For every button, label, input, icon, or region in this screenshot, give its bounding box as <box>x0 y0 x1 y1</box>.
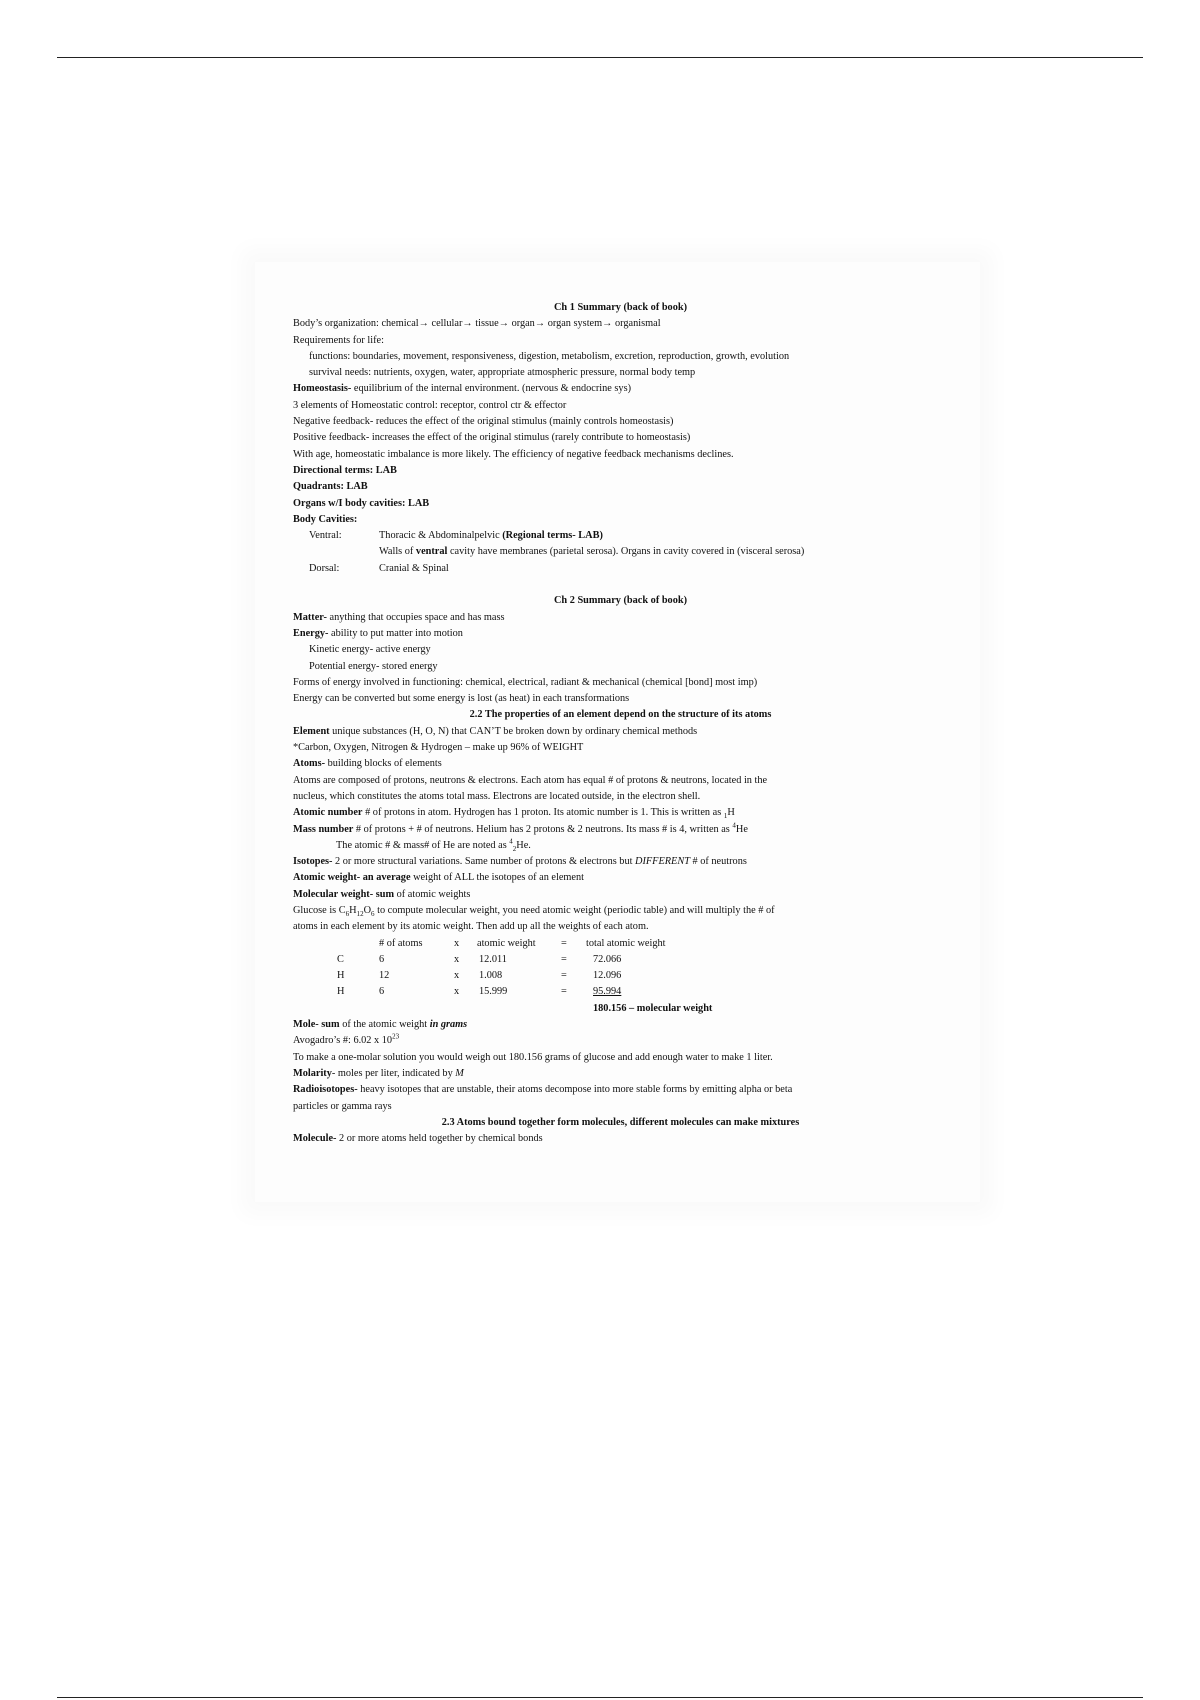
row-equals: = <box>561 953 567 965</box>
row-total: 72.066 <box>593 953 622 965</box>
age-line: With age, homeostatic imbalance is more likely. The efficiency of negative feedback mechanisms declines. <box>293 448 734 460</box>
glucose-sub-o: 6 <box>371 910 375 919</box>
atomic-weight-term: Atomic weight- an average <box>293 872 411 884</box>
functions-line: functions: boundaries, movement, responsiveness, digestion, metabolism, excretion, reproduction, growth, evolution <box>309 350 790 362</box>
molarity-symbol: M <box>455 1067 464 1079</box>
energy-converted-line: Energy can be converted but some energy is lost (as heat) in each transformations <box>293 693 630 705</box>
atomic-weight-line <box>293 870 948 886</box>
isotopes-text-a: 2 or more structural variations. Same number of protons & electrons but <box>332 856 636 868</box>
row-atom-count: 6 <box>379 953 385 965</box>
atomic-number-line <box>293 805 948 821</box>
avogadro-line <box>293 1033 948 1049</box>
glucose-text-o: O <box>363 904 372 916</box>
element-line <box>293 724 948 740</box>
organs-cavities-line: Organs w/I body cavities: LAB <box>293 497 430 509</box>
ch1-heading: Ch 1 Summary (back of book) <box>553 302 687 313</box>
energy-text: ability to put matter into motion <box>328 627 463 639</box>
atomic-number-symbol: H <box>727 807 735 819</box>
dorsal-line <box>293 561 948 577</box>
mole-in-grams: in grams <box>429 1019 468 1031</box>
mass-number-symbol: He <box>735 823 748 835</box>
section-2-2-heading: 2.2 The properties of an element depend on the structure of its atoms <box>469 709 772 721</box>
atoms-composed-line-1: Atoms are composed of protons, neutrons & electrons. Each atom has equal # of protons & neutrons, located in the <box>293 774 768 786</box>
header-equals: = <box>561 937 567 949</box>
ventral-label: Ventral: <box>309 530 342 542</box>
walls-text-c: cavity have membranes (parietal serosa). Organs in cavity covered in (visceral serosa) <box>447 546 805 558</box>
header-rule <box>57 57 1143 58</box>
isotopes-different: DIFFERENT <box>635 856 690 868</box>
row-element: C <box>337 953 344 965</box>
atomic-number-term: Atomic number <box>293 807 363 819</box>
glucose-text-d: to compute molecular weight, you need atomic weight (periodic table) and will multiply the # of <box>374 904 775 916</box>
section-gap <box>293 577 948 593</box>
atomic-number-sub: 1 <box>723 812 728 821</box>
row-times: x <box>454 986 460 998</box>
table-row <box>293 984 948 1000</box>
mass-number-line <box>293 822 948 838</box>
matter-text: anything that occupies space and has mass <box>326 611 505 623</box>
negative-feedback-line: Negative feedback- reduces the effect of the original stimulus (mainly controls homeostasis) <box>293 416 674 428</box>
glucose-sub-h: 12 <box>356 910 364 919</box>
ventral-line <box>293 528 948 544</box>
avogadro-exponent: 23 <box>392 1032 400 1041</box>
molecular-weight-term: Molecular weight- sum <box>293 888 395 900</box>
matter-term: Matter- <box>293 611 327 623</box>
row-equals: = <box>561 986 567 998</box>
atoms-line <box>293 756 948 772</box>
header-total: total atomic weight <box>586 937 666 949</box>
dorsal-text: Cranial & Spinal <box>379 562 449 574</box>
document-page <box>255 262 980 1202</box>
row-atomic-weight: 1.008 <box>479 970 503 982</box>
isotopes-term: Isotopes- <box>293 856 333 868</box>
molecular-weight-text: of atomic weights <box>394 888 471 900</box>
mass-number-term: Mass number <box>293 823 354 835</box>
one-molar-line: To make a one-molar solution you would weigh out 180.156 grams of glucose and add enough water to make 1 liter. <box>293 1051 773 1063</box>
table-row <box>293 968 948 984</box>
radioisotopes-line-2: particles or gamma rays <box>293 1100 392 1112</box>
mole-text: of the atomic weight <box>339 1019 430 1031</box>
document-content <box>293 300 948 1147</box>
atomic-number-text: # of protons in atom. Hydrogen has 1 proton. Its atomic number is 1. This is written as <box>362 807 724 819</box>
radioisotopes-line <box>293 1082 948 1098</box>
radioisotopes-text: heavy isotopes that are unstable, their atoms decompose into more stable forms by emitting alpha or beta <box>357 1084 793 1096</box>
helium-note-text: The atomic # & mass# of He are noted as <box>336 839 510 851</box>
row-atomic-weight: 15.999 <box>479 986 508 998</box>
body-cavities-heading: Body Cavities: <box>293 513 358 525</box>
ventral-text: Thoracic & Abdominalpelvic <box>379 530 503 542</box>
quadrants-line: Quadrants: LAB <box>293 481 368 493</box>
matter-line <box>293 610 948 626</box>
row-atomic-weight: 12.011 <box>479 953 507 965</box>
walls-ventral: ventral <box>415 546 448 558</box>
molecule-term: Molecule- <box>293 1133 337 1145</box>
ch2-heading: Ch 2 Summary (back of book) <box>553 595 687 607</box>
kinetic-energy-line: Kinetic energy- active energy <box>309 644 431 656</box>
row-total: 12.096 <box>593 970 622 982</box>
helium-note-sub: 2 <box>512 844 517 853</box>
glucose-text-h: H <box>349 904 357 916</box>
header-atomic-weight: atomic weight <box>477 937 536 949</box>
molecular-weight-line <box>293 887 948 903</box>
walls-text-a: Walls of <box>379 546 416 558</box>
directional-terms-line: Directional terms: LAB <box>293 464 397 476</box>
ventral-walls-line <box>293 544 948 560</box>
element-text: unique substances (H, O, N) that CAN’T be broken down by ordinary chemical methods <box>329 725 698 737</box>
atoms-term: Atoms- <box>293 758 326 770</box>
row-total: 95.994 <box>593 986 622 998</box>
homeostasis-line <box>293 381 948 397</box>
survival-needs-line: survival needs: nutrients, oxygen, water, appropriate atmospheric pressure, normal body temp <box>309 367 696 379</box>
mass-number-text: # of protons + # of neutrons. Helium has 2 protons & 2 neutrons. Its mass # is 4, written as <box>353 823 733 835</box>
row-element: H <box>337 970 345 982</box>
row-times: x <box>454 970 460 982</box>
atoms-composed-line-2: nucleus, which constitutes the atoms total mass. Electrons are located outside, in the electron shell. <box>293 790 701 802</box>
row-equals: = <box>561 970 567 982</box>
forms-of-energy-line: Forms of energy involved in functioning: chemical, electrical, radiant & mechanical (chemical [bond] most imp) <box>293 676 758 688</box>
helium-note-symbol: He. <box>516 839 531 851</box>
avogadro-text: Avogadro’s #: 6.02 x 10 <box>293 1035 393 1047</box>
header-num-atoms: # of atoms <box>379 937 423 949</box>
weight-table-total <box>293 1001 948 1017</box>
section-2-3-heading: 2.3 Atoms bound together form molecules, different molecules can make mixtures <box>441 1116 800 1128</box>
table-row <box>293 952 948 968</box>
positive-feedback-line: Positive feedback- increases the effect of the original stimulus (rarely contribute to homeostasis) <box>293 432 691 444</box>
ventral-regional: (Regional terms- LAB) <box>502 530 603 542</box>
glucose-sub-c: 6 <box>345 910 350 919</box>
energy-term: Energy- <box>293 627 329 639</box>
glucose-text-a: Glucose is C <box>293 904 346 916</box>
element-term: Element <box>293 725 330 737</box>
header-times: x <box>454 937 460 949</box>
weight-note-line: *Carbon, Oxygen, Nitrogen & Hydrogen – make up 96% of WEIGHT <box>293 742 584 754</box>
helium-note-sup: 4 <box>509 837 513 846</box>
homeostasis-text: equilibrium of the internal environment. (nervous & endocrine sys) <box>351 383 632 395</box>
glucose-line-2: atoms in each element by its atomic weight. Then add up all the weights of each atom. <box>293 921 649 933</box>
glucose-line-1 <box>293 903 948 919</box>
homeostatic-control-line: 3 elements of Homeostatic control: receptor, control ctr & effector <box>293 399 567 411</box>
molecule-text: 2 or more atoms held together by chemical bonds <box>336 1133 543 1145</box>
potential-energy-line: Potential energy- stored energy <box>309 660 438 672</box>
row-times: x <box>454 953 460 965</box>
homeostasis-term: Homeostasis- <box>293 383 352 395</box>
molecular-weight-total: 180.156 – molecular weight <box>593 1002 713 1014</box>
atoms-text: building blocks of elements <box>325 758 442 770</box>
molarity-line <box>293 1066 948 1082</box>
body-organization: Body’s organization: chemical→ cellular→ tissue→ organ→ organ system→ organismal <box>293 318 661 330</box>
energy-line <box>293 626 948 642</box>
radioisotopes-term: Radioisotopes- <box>293 1084 358 1096</box>
row-atom-count: 12 <box>379 970 390 982</box>
row-atom-count: 6 <box>379 986 385 998</box>
row-element: H <box>337 986 345 998</box>
mole-line <box>293 1017 948 1033</box>
requirements-for-life: Requirements for life: <box>293 334 384 346</box>
molarity-text: - moles per liter, indicated by <box>331 1067 456 1079</box>
footer-rule <box>57 1697 1143 1698</box>
mole-term: Mole- sum <box>293 1019 340 1031</box>
dorsal-label: Dorsal: <box>309 562 340 574</box>
molarity-term: Molarity <box>293 1067 332 1079</box>
helium-note-line <box>293 838 948 854</box>
mass-number-sup: 4 <box>732 821 736 830</box>
weight-table-header <box>293 936 948 952</box>
atomic-weight-text: weight of ALL the isotopes of an element <box>410 872 585 884</box>
isotopes-line <box>293 854 948 870</box>
molecule-line <box>293 1131 948 1147</box>
isotopes-text-b: # of neutrons <box>689 856 747 868</box>
